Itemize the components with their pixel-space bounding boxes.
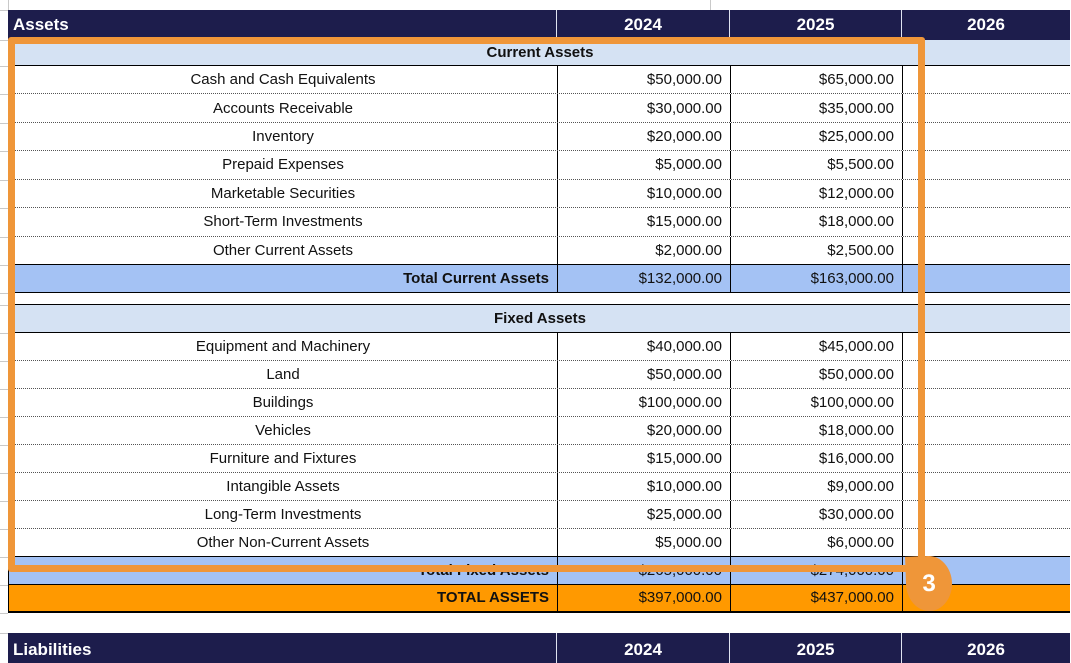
gridline-tick xyxy=(0,151,8,152)
cell-2026[interactable] xyxy=(903,361,1071,388)
cell-2025[interactable]: $18,000.00 xyxy=(731,208,903,235)
gridline-tick xyxy=(0,208,8,209)
gridline-tick xyxy=(0,389,8,390)
section-title[interactable]: Current Assets xyxy=(486,44,594,61)
gridline-tick xyxy=(0,10,8,11)
liabilities-header-cell[interactable]: Liabilities xyxy=(8,633,557,663)
cell-2025[interactable]: $50,000.00 xyxy=(731,361,903,388)
gridline-tick xyxy=(0,237,8,238)
comment-badge-number: 3 xyxy=(921,569,937,597)
gridline-tick xyxy=(0,473,8,474)
cell-2024[interactable]: $100,000.00 xyxy=(558,389,731,416)
cell-label[interactable]: Accounts Receivable xyxy=(9,94,558,121)
gridline-tick xyxy=(0,501,8,502)
cell-2025[interactable]: $65,000.00 xyxy=(731,66,903,93)
gridline-tick xyxy=(0,66,8,67)
gridline-tick xyxy=(0,445,8,446)
cell-2026[interactable] xyxy=(903,265,1071,292)
gridline-tick xyxy=(0,557,8,558)
cell-2024[interactable]: $132,000.00 xyxy=(558,265,731,292)
cell-2025[interactable]: $12,000.00 xyxy=(731,180,903,207)
cell-2025[interactable]: $100,000.00 xyxy=(731,389,903,416)
cell-2025[interactable]: $25,000.00 xyxy=(731,123,903,150)
cell-2026[interactable] xyxy=(903,445,1071,472)
cell-2026[interactable] xyxy=(903,123,1071,150)
year-header-2026[interactable]: 2026 xyxy=(967,15,1005,34)
cell-label[interactable]: Vehicles xyxy=(9,417,558,444)
cell-2024[interactable]: $20,000.00 xyxy=(558,417,731,444)
cell-label[interactable]: Long-Term Investments xyxy=(9,501,558,528)
cell-2026[interactable] xyxy=(903,180,1071,207)
cell-label[interactable]: Prepaid Expenses xyxy=(9,151,558,178)
gridline-tick xyxy=(0,123,8,124)
cell-2024[interactable]: $265,000.00 xyxy=(558,557,731,584)
cell-2025[interactable]: $6,000.00 xyxy=(731,529,903,556)
cell-2024[interactable]: $40,000.00 xyxy=(558,333,731,360)
gridline-tick xyxy=(0,529,8,530)
cell-2026[interactable] xyxy=(903,501,1071,528)
section-title[interactable]: Fixed Assets xyxy=(494,309,586,327)
cell-2026[interactable] xyxy=(903,237,1071,264)
cell-2024[interactable]: $5,000.00 xyxy=(558,529,731,556)
cell-label[interactable]: Other Current Assets xyxy=(9,237,558,264)
cell-2024[interactable]: $397,000.00 xyxy=(558,585,731,611)
gridline-tick xyxy=(0,293,8,294)
cell-label[interactable]: Other Non-Current Assets xyxy=(9,529,558,556)
cell-2025[interactable]: $274,000.00 xyxy=(731,557,903,584)
assets-header-row xyxy=(8,10,1070,40)
sheet-top-gridline-stub xyxy=(710,0,711,10)
cell-label[interactable]: Total Fixed Assets xyxy=(9,557,558,584)
cell-label[interactable]: Land xyxy=(9,361,558,388)
cell-label[interactable]: Short-Term Investments xyxy=(9,208,558,235)
cell-2025[interactable]: $45,000.00 xyxy=(731,333,903,360)
cell-2025[interactable]: $5,500.00 xyxy=(731,151,903,178)
cell-2026[interactable] xyxy=(903,208,1071,235)
gridline-tick xyxy=(0,361,8,362)
cell-label[interactable]: Furniture and Fixtures xyxy=(9,445,558,472)
gridline-tick xyxy=(0,585,8,586)
gridline-tick xyxy=(0,265,8,266)
cell-2024[interactable]: $50,000.00 xyxy=(558,361,731,388)
cell-label[interactable]: Inventory xyxy=(9,123,558,150)
cell-label[interactable]: Cash and Cash Equivalents xyxy=(9,66,558,93)
cell-label[interactable]: Equipment and Machinery xyxy=(9,333,558,360)
year-header-2025[interactable]: 2025 xyxy=(730,10,902,40)
cell-2024[interactable]: $5,000.00 xyxy=(558,151,731,178)
cell-2026[interactable] xyxy=(903,389,1071,416)
gridline-tick xyxy=(0,613,8,614)
cell-2026[interactable] xyxy=(903,94,1071,121)
year-header-2024[interactable]: 2024 xyxy=(557,10,730,40)
cell-2025[interactable]: $163,000.00 xyxy=(731,265,903,292)
cell-2026[interactable] xyxy=(903,529,1071,556)
cell-2024[interactable]: $20,000.00 xyxy=(558,123,731,150)
cell-2026[interactable] xyxy=(903,473,1071,500)
cell-2024[interactable]: $2,000.00 xyxy=(558,237,731,264)
cell-2024[interactable]: $50,000.00 xyxy=(558,66,731,93)
cell-label[interactable]: Intangible Assets xyxy=(9,473,558,500)
selection-highlight-border xyxy=(8,37,925,572)
liab-year-2025[interactable]: 2025 xyxy=(730,633,902,663)
cell-2024[interactable]: $15,000.00 xyxy=(558,208,731,235)
cell-2024[interactable]: $10,000.00 xyxy=(558,473,731,500)
gridline-tick xyxy=(0,633,8,634)
cell-2024[interactable]: $25,000.00 xyxy=(558,501,731,528)
cell-label[interactable]: Marketable Securities xyxy=(9,180,558,207)
cell-2026[interactable] xyxy=(903,417,1071,444)
liabilities-header-row xyxy=(8,633,1070,663)
gridline-tick xyxy=(0,305,8,306)
cell-label[interactable]: TOTAL ASSETS xyxy=(9,585,558,611)
gridline-tick xyxy=(0,180,8,181)
cell-2025[interactable]: $437,000.00 xyxy=(731,585,903,611)
liab-year-2024[interactable]: 2024 xyxy=(557,633,730,663)
gridline-tick xyxy=(0,417,8,418)
cell-2025[interactable]: $35,000.00 xyxy=(731,94,903,121)
cell-label[interactable]: Total Current Assets xyxy=(9,265,558,292)
cell-2025[interactable]: $18,000.00 xyxy=(731,417,903,444)
cell-2025[interactable]: $16,000.00 xyxy=(731,445,903,472)
gridline-tick xyxy=(0,94,8,95)
cell-2025[interactable]: $30,000.00 xyxy=(731,501,903,528)
cell-2024[interactable]: $15,000.00 xyxy=(558,445,731,472)
gridline-tick xyxy=(0,333,8,334)
cell-2025[interactable]: $2,500.00 xyxy=(731,237,903,264)
liab-year-2026[interactable]: 2026 xyxy=(967,639,1005,659)
cell-2026[interactable] xyxy=(903,66,1071,93)
assets-header-cell[interactable]: Assets xyxy=(8,10,557,40)
cell-label[interactable]: Buildings xyxy=(9,389,558,416)
cell-2026[interactable] xyxy=(903,151,1071,178)
cell-2024[interactable]: $30,000.00 xyxy=(558,94,731,121)
blank-row[interactable] xyxy=(8,613,1070,633)
cell-2024[interactable]: $10,000.00 xyxy=(558,180,731,207)
cell-2026[interactable] xyxy=(903,333,1071,360)
gridline-tick xyxy=(0,40,8,41)
cell-2025[interactable]: $9,000.00 xyxy=(731,473,903,500)
